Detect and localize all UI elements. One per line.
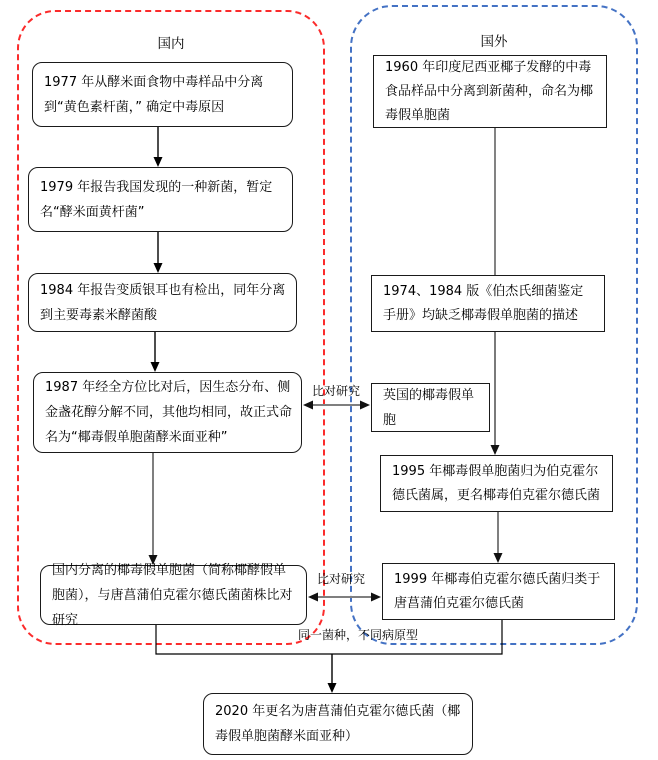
- flow-box-1974-manual-text: 1974、1984 版《伯杰氏细菌鉴定手册》均缺乏椰毒假单胞菌的描述: [383, 283, 584, 323]
- flow-box-2020-final-text: 2020 年更名为唐菖蒲伯克霍尔德氏菌（椰毒假单胞菌酵米面亚种）: [215, 704, 461, 744]
- arrow-1977-to-1979: [154, 127, 163, 167]
- flow-box-1995: [380, 455, 613, 512]
- flow-box-domestic-comparison: [40, 562, 307, 628]
- flow-box-1987: [33, 372, 302, 453]
- flow-box-1960: [373, 55, 607, 128]
- flow-box-1960-text: 1960 年印度尼西亚椰子发酵的中毒食品样品中分离到新菌种，命名为椰毒假单胞菌: [385, 59, 594, 123]
- domestic-column-label: 国内: [157, 36, 185, 52]
- arrow-1984-to-1987: [151, 332, 160, 372]
- flow-box-2020-final: [203, 693, 473, 755]
- flow-box-uk-strain: [371, 383, 490, 432]
- flow-box-1999-text: 1999 年椰毒伯克霍尔德氏菌归类于唐菖蒲伯克霍尔德氏菌: [394, 571, 601, 611]
- arrow-1979-to-1984: [154, 232, 163, 273]
- flow-box-1977: [32, 62, 293, 127]
- flow-box-1979-text: 1979 年报告我国发现的一种新菌，暂定名“酵米面黄杆菌”: [40, 179, 273, 220]
- foreign-column-label: 国外: [480, 34, 508, 50]
- compare-study-label-top: 比对研究: [312, 384, 361, 398]
- flow-box-1987-text: 1987 年经全方位比对后，因生态分布、侧金盏花醇分解不同，其他均相同，故正式命名为“椰毒假单胞菌酵米面亚种”: [45, 380, 293, 445]
- arrow-1974-to-1995: [491, 332, 500, 455]
- flow-box-domestic-comparison-text: 国内分离的椰毒假单胞菌（简称椰酵假单胞菌），与唐菖蒲伯克霍尔德氏菌菌株比对研究: [52, 562, 293, 628]
- arrow-compare-bottom: [308, 593, 381, 602]
- flow-box-uk-strain-text: 英国的椰毒假单胞: [383, 387, 475, 428]
- flow-box-1974-manual: [371, 275, 605, 332]
- same-species-label: 同一菌种，不同病原型: [298, 628, 419, 642]
- flow-box-1995-text: 1995 年椰毒假单胞菌归为伯克霍尔德氏菌属，更名椰毒伯克霍尔德氏菌: [392, 463, 601, 503]
- arrow-1987-to-comparison: [149, 453, 158, 565]
- flow-box-1984-text: 1984 年报告变质银耳也有检出，同年分离到主要毒素米酵菌酸: [40, 282, 286, 323]
- flow-box-1984: [28, 273, 297, 332]
- flow-box-1979: [28, 167, 293, 232]
- arrow-1995-to-1999: [494, 512, 503, 563]
- flow-box-1977-text: 1977 年从酵米面食物中毒样品中分离到“黄色素杆菌，” 确定中毒原因: [44, 74, 264, 115]
- flow-box-1999: [382, 563, 615, 620]
- arrow-compare-top: [303, 401, 370, 410]
- compare-study-label-bottom: 比对研究: [317, 572, 366, 586]
